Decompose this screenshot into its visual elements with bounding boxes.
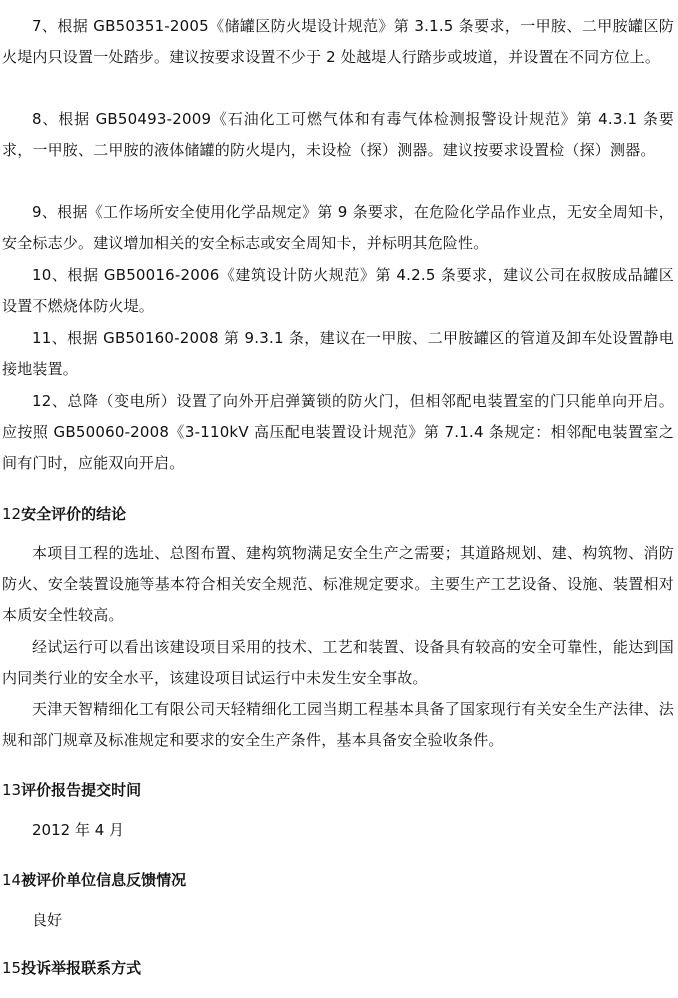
section-heading-12 xyxy=(2,503,126,525)
section-heading-14 xyxy=(2,869,186,891)
recommendation-item-8: 8、根据 GB50493-2009《石油化工可燃气体和有毒气体检测报警设计规范》第 4.3.1 条要求，一甲胺、二甲胺的液体储罐的防火堤内，未设检（探）测器。建议按要求设置检（探）测器。 xyxy=(2,110,674,159)
section-number: 15 xyxy=(2,959,22,977)
submission-date: 2012 年 4 月 xyxy=(32,821,125,839)
conclusion-paragraph-1: 本项目工程的选址、总图布置、建构筑物满足安全生产之需要；其道路规划、建、构筑物、消防防火、安全装置设施等基本符合相关安全规范、标准规定要求。主要生产工艺设备、设施、装置相对本质安全性较高。 xyxy=(2,544,674,624)
recommendation-item-9: 9、根据《工作场所安全使用化学品规定》第 9 条要求，在危险化学品作业点，无安全周知卡，安全标志少。建议增加相关的安全标志或安全周知卡，并标明其危险性。 xyxy=(2,203,674,252)
recommendation-item-10: 10、根据 GB50016-2006《建筑设计防火规范》第 4.2.5 条要求，建议公司在叔胺成品罐区设置不燃烧体防火堤。 xyxy=(2,266,674,315)
feedback-status: 良好 xyxy=(32,911,63,929)
recommendation-item-12: 12、总降（变电所）设置了向外开启弹簧锁的防火门，但相邻配电装置室的门只能单向开启。应按照 GB50060-2008《3-110kV 高压配电装置设计规范》第 7.1.4 条规定：相邻配电装置室之间有门时，应能双向开启。 xyxy=(2,392,674,472)
conclusion-paragraph-3: 天津天智精细化工有限公司天轻精细化工园当期工程基本具备了国家现行有关安全生产法律、法规和部门规章及标准规定和要求的安全生产条件，基本具备安全验收条件。 xyxy=(2,700,674,749)
section-heading-15 xyxy=(2,957,141,979)
recommendation-item-11: 11、根据 GB50160-2008 第 9.3.1 条，建议在一甲胺、二甲胺罐区的管道及卸车处设置静电接地装置。 xyxy=(2,329,674,378)
section-title: 安全评价的结论 xyxy=(21,505,127,523)
section-number: 13 xyxy=(2,781,22,799)
section-heading-13 xyxy=(2,779,141,801)
section-number: 12 xyxy=(2,505,22,523)
section-number: 14 xyxy=(2,871,22,889)
recommendation-item-7: 7、根据 GB50351-2005《储罐区防火堤设计规范》第 3.1.5 条要求，一甲胺、二甲胺罐区防火堤内只设置一处踏步。建议按要求设置不少于 2 处越堤人行踏步或坡道，并设置在不同方位上。 xyxy=(2,17,674,66)
section-title: 投诉举报联系方式 xyxy=(21,959,142,977)
section-title: 被评价单位信息反馈情况 xyxy=(21,871,187,889)
conclusion-paragraph-2: 经试运行可以看出该建设项目采用的技术、工艺和装置、设备具有较高的安全可靠性，能达到国内同类行业的安全水平，该建设项目试运行中未发生安全事故。 xyxy=(2,638,674,687)
section-title: 评价报告提交时间 xyxy=(21,781,142,799)
